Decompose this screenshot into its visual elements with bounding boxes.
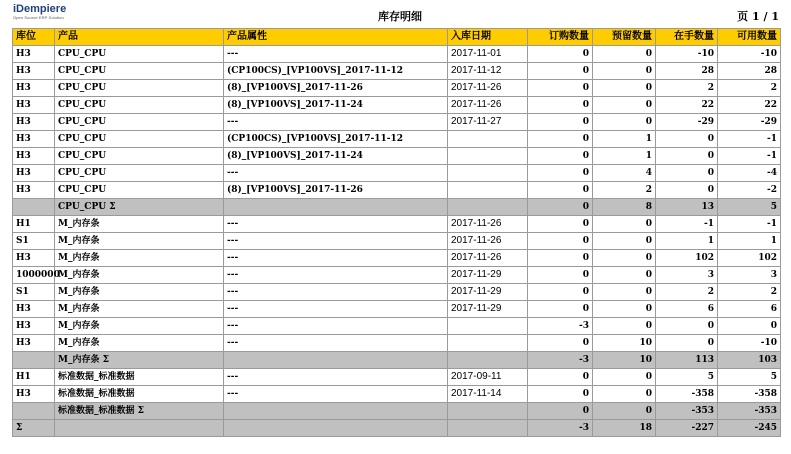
col-header-product[interactable]: 产品 — [55, 29, 224, 46]
attribute-cell — [224, 352, 448, 369]
date-cell — [448, 352, 528, 369]
onhand-qty-cell: -1 — [656, 216, 718, 233]
reserved-qty-cell: 0 — [593, 318, 656, 335]
table-row — [13, 80, 781, 97]
locator-cell: S1 — [13, 284, 55, 301]
onhand-qty-cell: -10 — [656, 46, 718, 63]
ordered-qty-cell: 0 — [528, 216, 593, 233]
product-cell: M_内存条 Σ — [55, 352, 224, 369]
product-cell: 标准数据_标准数据 — [55, 386, 224, 403]
onhand-qty-cell: -353 — [656, 403, 718, 420]
page-number: 页 1 / 1 — [737, 10, 779, 23]
attribute-cell: --- — [224, 250, 448, 267]
locator-cell — [13, 403, 55, 420]
subtotal-row — [13, 403, 781, 420]
date-cell: 2017-11-14 — [448, 386, 528, 403]
ordered-qty-cell: 0 — [528, 80, 593, 97]
date-cell: 2017-11-27 — [448, 114, 528, 131]
ordered-qty-cell: 0 — [528, 233, 593, 250]
product-cell: 标准数据_标准数据 — [55, 369, 224, 386]
date-cell: 2017-11-12 — [448, 63, 528, 80]
onhand-qty-cell: 113 — [656, 352, 718, 369]
onhand-qty-cell: 13 — [656, 199, 718, 216]
inventory-table — [12, 28, 781, 437]
locator-cell: H3 — [13, 46, 55, 63]
col-header-available[interactable]: 可用数量 — [718, 29, 781, 46]
available-qty-cell: -10 — [718, 46, 781, 63]
attribute-cell: (CP100CS)_[VP100VS]_2017-11-12 — [224, 131, 448, 148]
available-qty-cell: 22 — [718, 97, 781, 114]
product-cell: M_内存条 — [55, 318, 224, 335]
reserved-qty-cell: 10 — [593, 352, 656, 369]
product-cell: M_内存条 — [55, 250, 224, 267]
table-row — [13, 63, 781, 80]
date-cell: 2017-11-26 — [448, 97, 528, 114]
attribute-cell: --- — [224, 335, 448, 352]
locator-cell: H3 — [13, 63, 55, 80]
ordered-qty-cell: 0 — [528, 301, 593, 318]
product-cell: CPU_CPU — [55, 80, 224, 97]
onhand-qty-cell: 28 — [656, 63, 718, 80]
col-header-date[interactable]: 入库日期 — [448, 29, 528, 46]
date-cell: 2017-11-01 — [448, 46, 528, 63]
ordered-qty-cell: 0 — [528, 386, 593, 403]
product-cell: CPU_CPU Σ — [55, 199, 224, 216]
product-cell: M_内存条 — [55, 233, 224, 250]
attribute-cell: --- — [224, 284, 448, 301]
ordered-qty-cell: 0 — [528, 369, 593, 386]
onhand-qty-cell: 2 — [656, 80, 718, 97]
attribute-cell — [224, 420, 448, 437]
subtotal-row — [13, 352, 781, 369]
ordered-qty-cell: 0 — [528, 284, 593, 301]
table-row — [13, 97, 781, 114]
attribute-cell: (8)_[VP100VS]_2017-11-24 — [224, 148, 448, 165]
table-row — [13, 301, 781, 318]
onhand-qty-cell: -358 — [656, 386, 718, 403]
attribute-cell: --- — [224, 114, 448, 131]
ordered-qty-cell: 0 — [528, 46, 593, 63]
table-row — [13, 114, 781, 131]
table-header-row — [13, 29, 781, 46]
product-cell: CPU_CPU — [55, 131, 224, 148]
date-cell — [448, 199, 528, 216]
ordered-qty-cell: -3 — [528, 420, 593, 437]
available-qty-cell: 5 — [718, 199, 781, 216]
locator-cell: H3 — [13, 80, 55, 97]
locator-cell: H3 — [13, 165, 55, 182]
available-qty-cell: -1 — [718, 131, 781, 148]
onhand-qty-cell: 0 — [656, 335, 718, 352]
attribute-cell: (CP100CS)_[VP100VS]_2017-11-12 — [224, 63, 448, 80]
reserved-qty-cell: 1 — [593, 131, 656, 148]
attribute-cell — [224, 403, 448, 420]
table-row — [13, 148, 781, 165]
locator-cell: H1 — [13, 216, 55, 233]
ordered-qty-cell: 0 — [528, 131, 593, 148]
available-qty-cell: -4 — [718, 165, 781, 182]
attribute-cell: (8)_[VP100VS]_2017-11-26 — [224, 182, 448, 199]
date-cell: 2017-11-29 — [448, 301, 528, 318]
attribute-cell: (8)_[VP100VS]_2017-11-26 — [224, 80, 448, 97]
table-body — [13, 46, 781, 437]
col-header-ordered[interactable]: 订购数量 — [528, 29, 593, 46]
locator-cell: H3 — [13, 301, 55, 318]
reserved-qty-cell: 0 — [593, 386, 656, 403]
onhand-qty-cell: 5 — [656, 369, 718, 386]
available-qty-cell: 1 — [718, 233, 781, 250]
subtotal-row — [13, 199, 781, 216]
onhand-qty-cell: 6 — [656, 301, 718, 318]
logo-subtitle: Open Source ERP Solution — [13, 15, 64, 20]
table-row — [13, 131, 781, 148]
product-cell: CPU_CPU — [55, 46, 224, 63]
onhand-qty-cell: 1 — [656, 233, 718, 250]
date-cell — [448, 420, 528, 437]
attribute-cell: --- — [224, 46, 448, 63]
table-row — [13, 182, 781, 199]
locator-cell: H3 — [13, 97, 55, 114]
onhand-qty-cell: 0 — [656, 182, 718, 199]
date-cell — [448, 165, 528, 182]
available-qty-cell: -2 — [718, 182, 781, 199]
col-header-locator[interactable]: 库位 — [13, 29, 55, 46]
attribute-cell: --- — [224, 318, 448, 335]
reserved-qty-cell: 10 — [593, 335, 656, 352]
report-title: 库存明细 — [378, 10, 422, 23]
reserved-qty-cell: 0 — [593, 46, 656, 63]
ordered-qty-cell: 0 — [528, 403, 593, 420]
locator-cell: S1 — [13, 233, 55, 250]
locator-cell — [13, 199, 55, 216]
locator-cell: H3 — [13, 250, 55, 267]
reserved-qty-cell: 0 — [593, 250, 656, 267]
col-header-onhand[interactable]: 在手数量 — [656, 29, 718, 46]
available-qty-cell: 102 — [718, 250, 781, 267]
locator-cell: H3 — [13, 131, 55, 148]
locator-cell: 1000000 — [13, 267, 55, 284]
date-cell: 2017-11-26 — [448, 250, 528, 267]
locator-cell: H3 — [13, 386, 55, 403]
subtotal-row — [13, 420, 781, 437]
locator-cell — [13, 352, 55, 369]
reserved-qty-cell: 18 — [593, 420, 656, 437]
table-row — [13, 250, 781, 267]
ordered-qty-cell: 0 — [528, 114, 593, 131]
available-qty-cell: 103 — [718, 352, 781, 369]
date-cell: 2017-11-29 — [448, 267, 528, 284]
ordered-qty-cell: 0 — [528, 267, 593, 284]
attribute-cell: --- — [224, 369, 448, 386]
onhand-qty-cell: 22 — [656, 97, 718, 114]
product-cell: M_内存条 — [55, 335, 224, 352]
product-cell: CPU_CPU — [55, 182, 224, 199]
attribute-cell: --- — [224, 165, 448, 182]
onhand-qty-cell: -29 — [656, 114, 718, 131]
reserved-qty-cell: 0 — [593, 403, 656, 420]
reserved-qty-cell: 0 — [593, 284, 656, 301]
table-row — [13, 165, 781, 182]
ordered-qty-cell: 0 — [528, 250, 593, 267]
product-cell: 标准数据_标准数据 Σ — [55, 403, 224, 420]
available-qty-cell: 6 — [718, 301, 781, 318]
product-cell: CPU_CPU — [55, 97, 224, 114]
locator-cell: H3 — [13, 335, 55, 352]
reserved-qty-cell: 0 — [593, 80, 656, 97]
table-row — [13, 233, 781, 250]
product-cell: CPU_CPU — [55, 114, 224, 131]
ordered-qty-cell: 0 — [528, 335, 593, 352]
attribute-cell: --- — [224, 233, 448, 250]
available-qty-cell: 2 — [718, 284, 781, 301]
available-qty-cell: 5 — [718, 369, 781, 386]
date-cell — [448, 131, 528, 148]
report-header — [0, 0, 791, 26]
onhand-qty-cell: -227 — [656, 420, 718, 437]
available-qty-cell: -1 — [718, 216, 781, 233]
table-row — [13, 267, 781, 284]
available-qty-cell: 3 — [718, 267, 781, 284]
available-qty-cell: -358 — [718, 386, 781, 403]
table-row — [13, 216, 781, 233]
date-cell — [448, 318, 528, 335]
attribute-cell: --- — [224, 267, 448, 284]
product-cell: CPU_CPU — [55, 165, 224, 182]
ordered-qty-cell: -3 — [528, 352, 593, 369]
date-cell: 2017-11-26 — [448, 80, 528, 97]
locator-cell: Σ — [13, 420, 55, 437]
date-cell: 2017-11-26 — [448, 216, 528, 233]
ordered-qty-cell: 0 — [528, 182, 593, 199]
ordered-qty-cell: 0 — [528, 148, 593, 165]
product-cell: M_内存条 — [55, 216, 224, 233]
reserved-qty-cell: 0 — [593, 369, 656, 386]
attribute-cell: (8)_[VP100VS]_2017-11-24 — [224, 97, 448, 114]
reserved-qty-cell: 0 — [593, 97, 656, 114]
table-row — [13, 369, 781, 386]
col-header-reserved[interactable]: 预留数量 — [593, 29, 656, 46]
attribute-cell: --- — [224, 386, 448, 403]
logo-text: iDempiere — [13, 3, 67, 15]
onhand-qty-cell: 0 — [656, 148, 718, 165]
table-row — [13, 386, 781, 403]
idempiere-logo — [13, 3, 73, 23]
table-row — [13, 46, 781, 63]
available-qty-cell: -353 — [718, 403, 781, 420]
onhand-qty-cell: 2 — [656, 284, 718, 301]
available-qty-cell: -245 — [718, 420, 781, 437]
available-qty-cell: 0 — [718, 318, 781, 335]
available-qty-cell: -10 — [718, 335, 781, 352]
reserved-qty-cell: 4 — [593, 165, 656, 182]
onhand-qty-cell: 0 — [656, 318, 718, 335]
available-qty-cell: -29 — [718, 114, 781, 131]
date-cell: 2017-11-29 — [448, 284, 528, 301]
onhand-qty-cell: 3 — [656, 267, 718, 284]
date-cell — [448, 182, 528, 199]
table-row — [13, 335, 781, 352]
col-header-attribute[interactable]: 产品属性 — [224, 29, 448, 46]
locator-cell: H3 — [13, 148, 55, 165]
attribute-cell: --- — [224, 301, 448, 318]
locator-cell: H3 — [13, 182, 55, 199]
available-qty-cell: -1 — [718, 148, 781, 165]
ordered-qty-cell: -3 — [528, 318, 593, 335]
reserved-qty-cell: 0 — [593, 301, 656, 318]
attribute-cell — [224, 199, 448, 216]
date-cell — [448, 148, 528, 165]
reserved-qty-cell: 1 — [593, 148, 656, 165]
onhand-qty-cell: 102 — [656, 250, 718, 267]
locator-cell: H3 — [13, 114, 55, 131]
locator-cell: H3 — [13, 318, 55, 335]
table-row — [13, 284, 781, 301]
ordered-qty-cell: 0 — [528, 97, 593, 114]
product-cell: CPU_CPU — [55, 148, 224, 165]
date-cell — [448, 403, 528, 420]
table-row — [13, 318, 781, 335]
available-qty-cell: 2 — [718, 80, 781, 97]
locator-cell: H1 — [13, 369, 55, 386]
reserved-qty-cell: 8 — [593, 199, 656, 216]
reserved-qty-cell: 0 — [593, 63, 656, 80]
attribute-cell: --- — [224, 216, 448, 233]
ordered-qty-cell: 0 — [528, 165, 593, 182]
reserved-qty-cell: 0 — [593, 267, 656, 284]
product-cell — [55, 420, 224, 437]
ordered-qty-cell: 0 — [528, 199, 593, 216]
onhand-qty-cell: 0 — [656, 131, 718, 148]
ordered-qty-cell: 0 — [528, 63, 593, 80]
product-cell: M_内存条 — [55, 267, 224, 284]
date-cell: 2017-09-11 — [448, 369, 528, 386]
available-qty-cell: 28 — [718, 63, 781, 80]
reserved-qty-cell: 0 — [593, 233, 656, 250]
reserved-qty-cell: 0 — [593, 216, 656, 233]
reserved-qty-cell: 2 — [593, 182, 656, 199]
product-cell: M_内存条 — [55, 301, 224, 318]
reserved-qty-cell: 0 — [593, 114, 656, 131]
product-cell: M_内存条 — [55, 284, 224, 301]
date-cell — [448, 335, 528, 352]
date-cell: 2017-11-26 — [448, 233, 528, 250]
onhand-qty-cell: 0 — [656, 165, 718, 182]
product-cell: CPU_CPU — [55, 63, 224, 80]
